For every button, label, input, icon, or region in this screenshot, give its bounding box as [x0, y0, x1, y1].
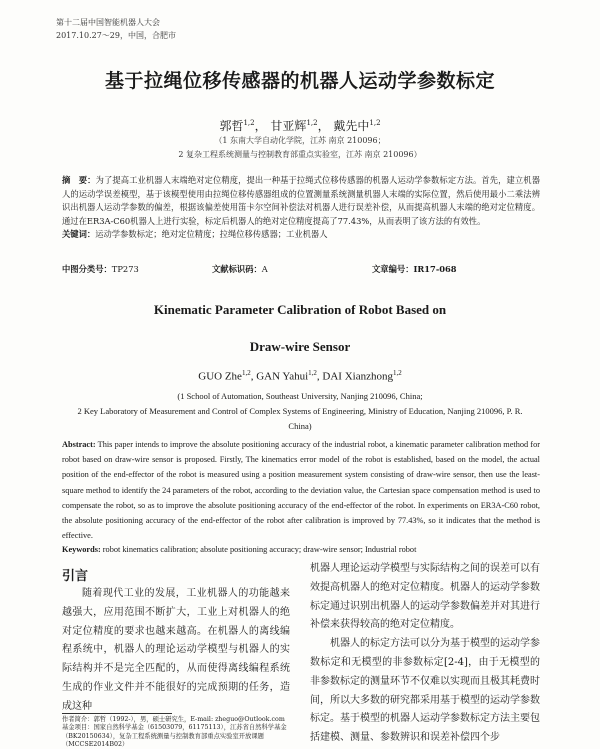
- body-right-column: [310, 560, 540, 748]
- chinese-affiliation-2: 2 复杂工程系统测量与控制教育部重点实验室，江苏 南京 210096）: [178, 150, 422, 159]
- author-name: GAN Yahui: [256, 370, 309, 383]
- author-sup: 1,2: [243, 119, 255, 127]
- author-name: 甘亚辉: [270, 119, 307, 133]
- abstract-label: Abstract:: [62, 440, 96, 449]
- conference-name: 第十二届中国智能机器人大会: [56, 18, 160, 27]
- doc-code-value: A: [261, 264, 268, 274]
- english-keywords: [62, 545, 540, 554]
- keywords-label: Keywords:: [62, 545, 101, 554]
- abstract-text: 为了提高工业机器人末端绝对定位精度，提出一种基于拉绳式位移传感器的机器人运动学参数标定方法。首先，建立机器人的运动学误差模型，基于该模型使用由拉绳位移传感器组成的位置测量系统测量机器人末端的实际位置，然后使用最小二乘法辨识出机器人运动学参数的偏差，根据该偏差使用笛卡尔空间补偿法对机器人进行误差补偿，从而提高机器人末端的绝对定位精度。通过在ER3A-C60机器人上进行实验，标定后机器人的绝对定位精度提高了77.43%，从而表明了该方法的有效性。: [62, 175, 540, 226]
- keywords-text: robot kinematics calibration; absolute positioning accuracy; draw-wire sensor; Industrial robot: [102, 545, 417, 554]
- chinese-affiliation-1: （1 东南大学自动化学院，江苏 南京 210096；: [214, 136, 386, 145]
- article-no-label: 文章编号：: [372, 264, 414, 274]
- author-sup: 1,2: [306, 119, 318, 127]
- author-sup: 1,2: [308, 369, 317, 377]
- english-affiliation-1: (1 School of Automation, Southeast University, Nanjing 210096, China;: [177, 391, 423, 401]
- section-heading-introduction: 引言: [62, 569, 89, 584]
- english-title-line-2: Draw-wire Sensor: [249, 339, 351, 354]
- classification-row: [62, 263, 540, 276]
- author-sup: 1,2: [369, 119, 381, 127]
- author-sup: 1,2: [241, 369, 251, 377]
- body-left-column: [62, 585, 290, 717]
- clc-label: 中图分类号：: [62, 264, 112, 274]
- doc-code-label: 文献标识码：: [212, 264, 262, 274]
- chinese-abstract: [62, 174, 540, 242]
- footnote-funding: 基金项目：国家自然科学基金（61503079，61175113），江苏省自然科学基金（BK20150634），复杂工程系统测量与控制教育部重点实验室开放课题（MCCSE2014B02）: [62, 724, 287, 748]
- clc-value: TP273: [111, 264, 139, 274]
- footnote-rule: [62, 713, 172, 714]
- english-authors: GUO Zhe$^{1,2}$, GAN Yahui$^{1,2}$, DAI Xianzhong$^{1,2}$: [198, 369, 402, 383]
- chinese-authors: 郭哲$^{1,2}$， 甘亚辉$^{1,2}$， 戴先中$^{1,2}$: [219, 119, 381, 133]
- article-no-value: IR17-068: [413, 264, 457, 274]
- chinese-title: 基于拉绳位移传感器的机器人运动学参数标定: [104, 70, 495, 92]
- author-name: GUO Zhe: [198, 370, 242, 383]
- paragraph: 随着现代工业的发展，工业机器人的功能越来越强大，应用范围不断扩大，工业上对机器人的绝对定位精度的要求也越来越高。在机器人的离线编程系统中，机器人的理论运动学模型与机器人的实际结构并不是完全匹配的，从而使得离线编程系统生成的作业文件并不能很好的完成预期的任务，造成这种: [62, 588, 290, 712]
- keywords-label: 关键词：: [62, 229, 96, 239]
- abstract-text: This paper intends to improve the absolute positioning accuracy of the industrial robot, a kinematic parameter calibration method for robot based on draw-wire sensor is proposed. Firstly, The kinematics error model of the robot is established, based on the model, the actual position of the end-effector of the robot is measured using a position measurement system consisting of draw-wire sensor, then use the least-square method to identify the 24 parameters of the robot, according to the deviation value, the Cartesian space compensation method is used to compensate the robot, so as to improve the absolute positioning accuracy of the end-effector of the robot. In experiments on ER3A-C60 robot, the absolute positioning accuracy of the end-effector of the robot after calibration is improved by 77.43%, so it indicates that the method is effective.: [62, 440, 540, 541]
- paragraph: 机器人的标定方法可以分为基于模型的运动学参数标定和无模型的非参数标定[2-4]，由于无模型的非参数标定的测量环节不仅难以实现而且极其耗费时间，所以大多数的研究都采用基于模型的运动学参数标定。基于模型的机器人运动学参数标定方法主要包括建模、测量、参数辨识和误差补偿四个步: [310, 638, 540, 744]
- footnote: [62, 716, 292, 749]
- conference-date-place: 2017.10.27～29，中国，合肥市: [56, 31, 176, 40]
- author-name: 郭哲: [219, 119, 244, 133]
- english-abstract: [62, 437, 540, 543]
- english-title-line-1: Kinematic Parameter Calibration of Robot Based on: [153, 302, 447, 317]
- author-name: DAI Xianzhong: [322, 370, 393, 383]
- author-sup: 1,2: [392, 369, 402, 377]
- author-name: 戴先中: [333, 119, 370, 133]
- footnote-author: 作者简介：郭哲（1992-），男，硕士研究生，E-mail: zheguo@Outlook.com: [62, 716, 285, 723]
- english-affiliation-2: 2 Key Laboratory of Measurement and Control of Complex Systems of Engineering, Ministry of Education, Nanjing 210096, P. R. China): [77, 406, 523, 431]
- keywords-text: 运动学参数标定；绝对定位精度；拉绳位移传感器；工业机器人: [95, 229, 328, 239]
- abstract-label: 摘 要：: [62, 175, 96, 185]
- english-affiliations: [70, 389, 530, 434]
- paragraph: 机器人理论运动学模型与实际结构之间的误差可以有效提高机器人的绝对定位精度。机器人的运动学参数标定通过识别出机器人的运动学参数偏差并对其进行补偿来获得较高的绝对定位精度。: [310, 563, 540, 631]
